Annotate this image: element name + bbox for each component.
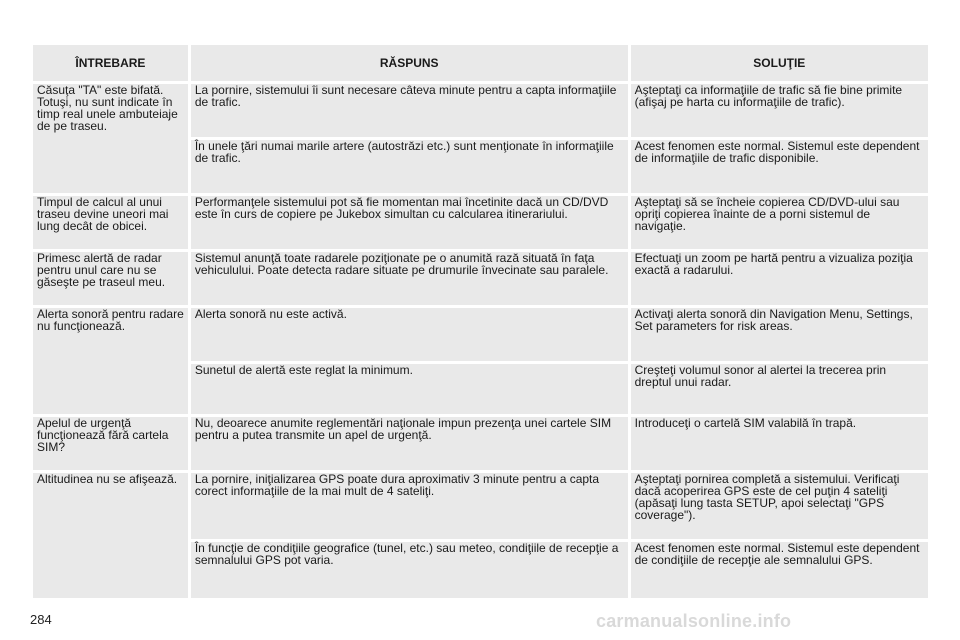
- question-cell: Altitudinea nu se afişează.: [33, 473, 188, 598]
- question-cell: Primesc alertă de radar pentru unul care nu se găseşte pe traseul meu.: [33, 252, 188, 305]
- header-question: ÎNTREBARE: [33, 45, 188, 81]
- table-row: [33, 473, 928, 539]
- answer-cell: Alerta sonoră nu este activă.: [191, 308, 628, 361]
- solution-cell: Acest fenomen este normal. Sistemul este dependent de condiţiile de recepţie ale semnalului GPS.: [631, 542, 928, 598]
- header-solution: SOLUŢIE: [631, 45, 928, 81]
- table-row: [33, 417, 928, 470]
- solution-cell: Activaţi alerta sonoră din Navigation Menu, Settings, Set parameters for risk areas.: [631, 308, 928, 361]
- solution-cell: Acest fenomen este normal. Sistemul este dependent de informaţiile de trafic disponibile.: [631, 140, 928, 193]
- solution-cell: Aşteptaţi să se încheie copierea CD/DVD-ului sau opriţi copierea înainte de a porni sistemul de navigaţie.: [631, 196, 928, 249]
- table-row: [33, 308, 928, 361]
- answer-cell: Sistemul anunţă toate radarele poziţionate pe o anumită rază situată în faţa vehiculului. Poate detecta radare situate pe drumurile învecinate sau paralele.: [191, 252, 628, 305]
- solution-cell: Creşteţi volumul sonor al alertei la trecerea prin dreptul unui radar.: [631, 364, 928, 414]
- answer-cell: La pornire, iniţializarea GPS poate dura aproximativ 3 minute pentru a capta corect informaţiile de la mai mult de 4 sateliţi.: [191, 473, 628, 539]
- solution-cell: Introduceţi o cartelă SIM valabilă în trapă.: [631, 417, 928, 470]
- solution-cell: Aşteptaţi ca informaţiile de trafic să fie bine primite (afişaj pe harta cu informaţiile de trafic).: [631, 84, 928, 137]
- troubleshooting-table: [30, 42, 931, 601]
- solution-cell: Efectuaţi un zoom pe hartă pentru a vizualiza poziţia exactă a radarului.: [631, 252, 928, 305]
- question-cell: Alerta sonoră pentru radare nu funcţionează.: [33, 308, 188, 414]
- question-cell: Timpul de calcul al unui traseu devine uneori mai lung decât de obicei.: [33, 196, 188, 249]
- table-row: [33, 196, 928, 249]
- answer-cell: În funcţie de condiţiile geografice (tunel, etc.) sau meteo, condiţiile de recepţie a semnalului GPS pot varia.: [191, 542, 628, 598]
- table-header-row: [33, 45, 928, 81]
- table-row: [33, 84, 928, 137]
- answer-cell: În unele ţări numai marile artere (autostrăzi etc.) sunt menţionate în informaţiile de trafic.: [191, 140, 628, 193]
- answer-cell: Performanţele sistemului pot să fie momentan mai încetinite dacă un CD/DVD este în curs de copiere pe Jukebox simultan cu calcularea itinerariului.: [191, 196, 628, 249]
- answer-cell: La pornire, sistemului îi sunt necesare câteva minute pentru a capta informaţiile de trafic.: [191, 84, 628, 137]
- answer-cell: Sunetul de alertă este reglat la minimum.: [191, 364, 628, 414]
- solution-cell: Aşteptaţi pornirea completă a sistemului. Verificaţi dacă acoperirea GPS este de cel puţin 4 sateliţi (apăsaţi lung tasta SETUP, apoi selectaţi "GPS coverage").: [631, 473, 928, 539]
- question-cell: Căsuţa "TA" este bifată. Totuşi, nu sunt indicate în timp real unele ambuteiaje de pe traseu.: [33, 84, 188, 193]
- watermark: carmanualsonline.info: [596, 611, 792, 631]
- page-number: 284: [30, 612, 52, 627]
- table-row: [33, 252, 928, 305]
- answer-cell: Nu, deoarece anumite reglementări naţionale impun prezenţa unei cartele SIM pentru a putea transmite un apel de urgenţă.: [191, 417, 628, 470]
- question-cell: Apelul de urgenţă funcţionează fără cartela SIM?: [33, 417, 188, 470]
- header-answer: RĂSPUNS: [191, 45, 628, 81]
